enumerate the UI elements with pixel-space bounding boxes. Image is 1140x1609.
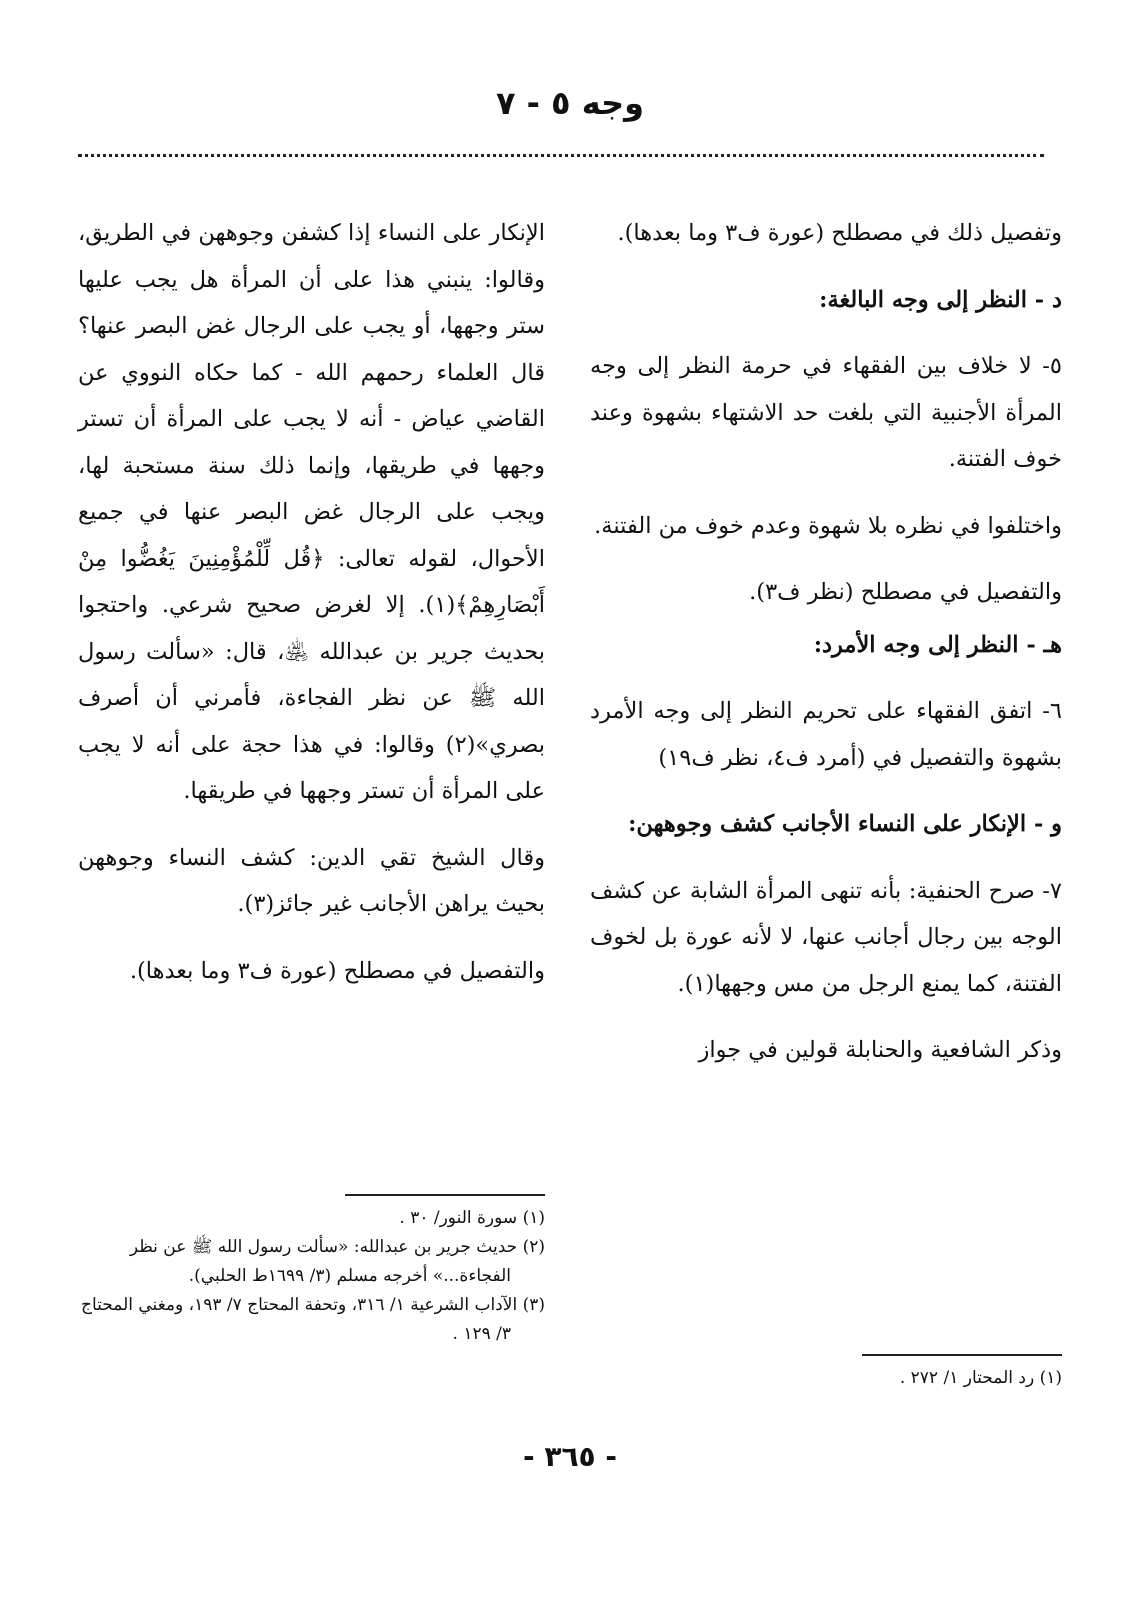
footnote: (٣) الآداب الشرعية ١/ ٣١٦، وتحفة المحتاج ٧/ ١٩٣، ومغني المحتاج ٣/ ١٢٩ . (81, 1295, 545, 1344)
paragraph: والتفصيل في مصطلح (عورة ف٣ وما بعدها). (129, 957, 545, 984)
paragraph: واختلفوا في نظره بلا شهوة وعدم خوف من الفتنة. (594, 512, 1062, 539)
left-column (78, 210, 545, 1014)
footnote: (١) رد المحتار ١/ ٢٧٢ . (899, 1368, 1062, 1388)
section-heading-w: و - الإنكار على النساء الأجانب كشف وجوههن: (628, 811, 1062, 837)
paragraph: وذكر الشافعية والحنابلة قولين في جواز (698, 1037, 1062, 1063)
paragraph: ٧- صرح الحنفية: بأنه تنهى المرأة الشابة عن كشف الوجه بين رجال أجانب عنها، لا لأنه عورة بل لخوف الفتنة، كما يمنع الرجل من مس وجهها(١). (590, 877, 1062, 997)
section-heading-h: هـ - النظر إلى وجه الأمرد: (813, 631, 1062, 658)
paragraph: وتفصيل ذلك في مصطلح (عورة ف٣ وما بعدها). (617, 220, 1062, 246)
footnotes-right (820, 1348, 1062, 1393)
paragraph: والتفصيل في مصطلح (نظر ف٣). (749, 579, 1062, 605)
header-dotted-rule (78, 154, 1044, 157)
paragraph: ٦- اتفق الفقهاء على تحريم النظر إلى وجه الأمرد بشهوة والتفصيل في (أمرد ف٤، نظر ف١٩) (590, 698, 1062, 771)
footnote-rule (862, 1354, 1062, 1356)
section-heading-d: د - النظر إلى وجه البالغة: (819, 286, 1062, 313)
paragraph: الإنكار على النساء إذا كشفن وجوههن في الطريق، وقالوا: ينبني هذا على أن المرأة هل يجب عليها ستر وجهها، أو يجب على الرجال غض البصر عنها؟ قال العلماء رحمهم الله - كما حكاه النووي عن القاضي عياض - أنه لا يجب على المرأة أن تستر وجهها في طريقها، وإنما ذلك سنة مستحبة لها، ويجب على الرجال غض البصر عنها في جميع الأحوال، لقوله تعالى: ﴿قُل لِّلْمُؤْمِنِينَ يَغُضُّوا مِنْ أَبْصَارِهِمْ﴾(١). إلا لغرض صحيح شرعي. واحتجوا بحديث جرير بن عبدالله ﵁، قال: «سألت رسول الله ﷺ عن نظر الفجاءة، فأمرني أن أصرف بصري»(٢) وقالوا: في هذا حجة على أنه لا يجب على المرأة أن تستر وجهها في طريقها. (78, 220, 545, 804)
right-column (590, 210, 1062, 1094)
running-header: وجه ٥ - ٧ (495, 84, 645, 122)
paragraph: وقال الشيخ تقي الدين: كشف النساء وجوههن بحيث يراهن الأجانب غير جائز(٣). (78, 844, 545, 917)
footnote: (١) سورة النور/ ٣٠ . (399, 1208, 545, 1228)
footnote-rule (345, 1194, 545, 1196)
paragraph: ٥- لا خلاف بين الفقهاء في حرمة النظر إلى وجه المرأة الأجنبية التي بلغت حد الاشتهاء بشهوة وعند خوف الفتنة. (590, 353, 1062, 472)
page-number: - ٣٦٥ - (522, 1440, 618, 1473)
footnotes-left (78, 1188, 545, 1349)
footnote: (٢) حديث جرير بن عبدالله: «سألت رسول الله ﷺ عن نظر الفجاءة...» أخرجه مسلم (٣/ ١٦٩٩ط الحلبي). (129, 1237, 545, 1286)
